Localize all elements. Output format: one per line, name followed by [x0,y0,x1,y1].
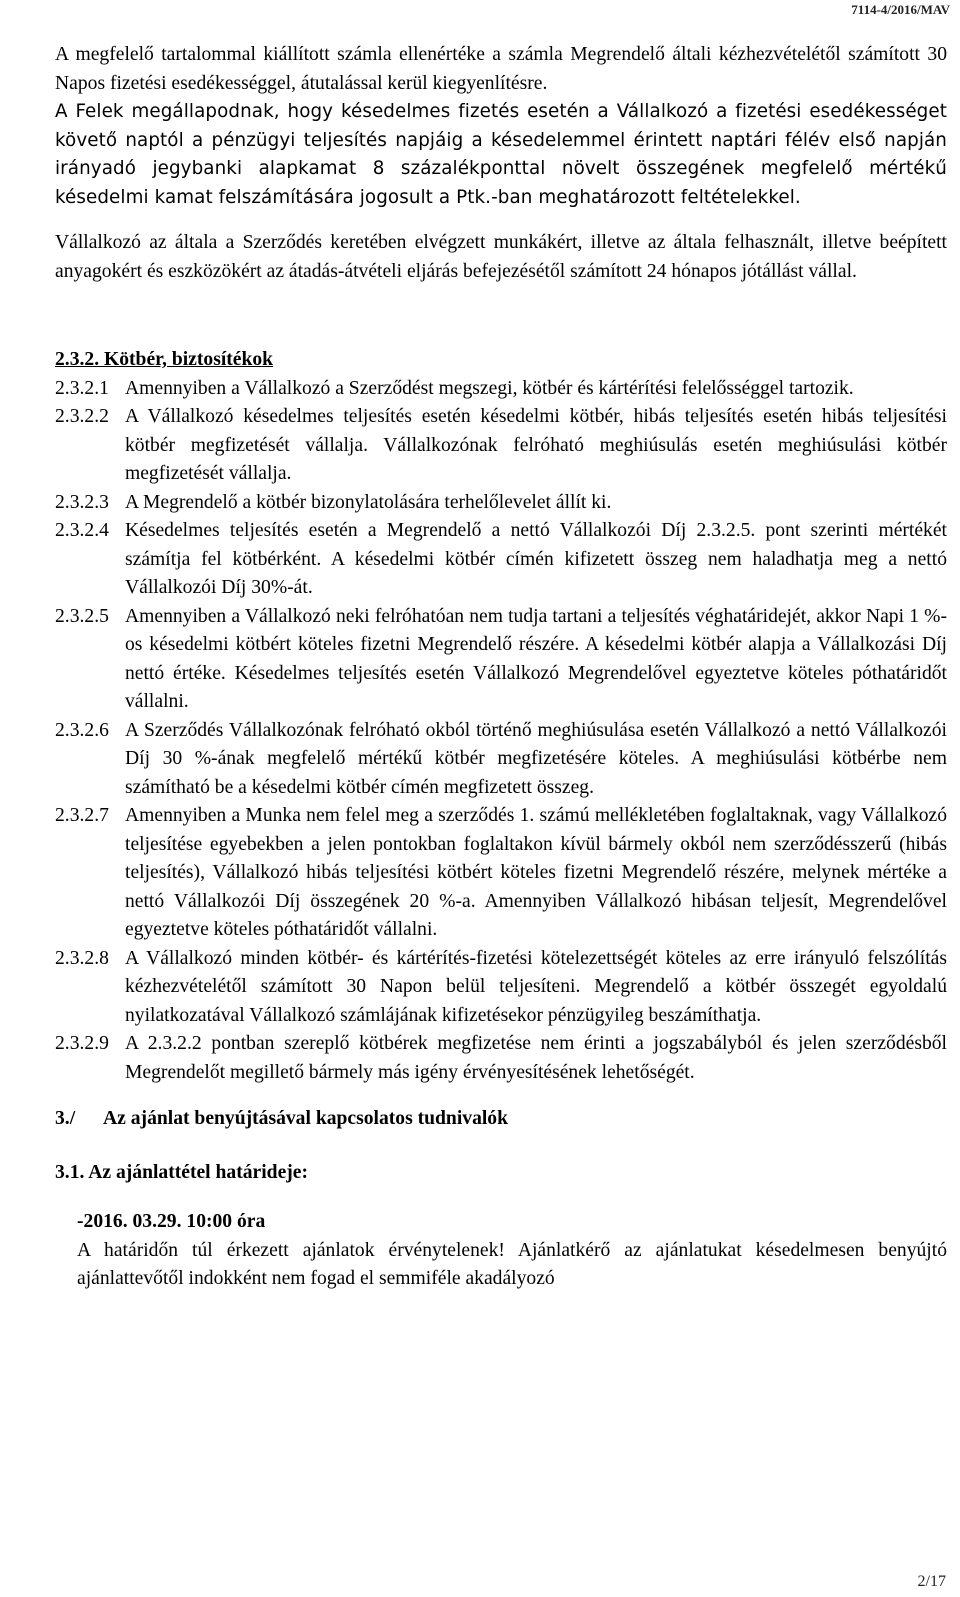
penalty-item-text: Késedelmes teljesítés esetén a Megrendelő a nettó Vállalkozói Díj 2.3.2.5. pont szerinti mértékét számítja fel kötbérként. A késedelmi kötbér címén kifizetett összeg nem haladhatja meg a nettó Vállalkozói Díj 30%-át. [125,520,947,598]
penalty-item-text: A Vállalkozó minden kötbér- és kártérítés-fizetési kötelezettségét köteles az erre irányuló felszólítás kézhezvételétől számított 30 Napon belül teljesíteni. Megrendelő a kötbér összegét egyoldalú nyilatkozatával Vállalkozó számlájának kifizetésekor pénzügyileg beszámíthatja. [125,947,947,1026]
paragraph-warranty: Vállalkozó az általa a Szerződés keretében elvégzett munkákért, illetve az általa felhasznált, illetve beépített anyagokért és eszközökért az átadás-átvételi eljárás befejezésétől számított 24 hónapos jótállást vállal. [55,232,947,282]
penalty-item-number: 2.3.2.6 [55,719,109,741]
penalty-item [55,375,947,404]
section-31-title: 3.1. Az ajánlattétel határideje: [55,1161,309,1183]
penalty-item [55,1030,947,1087]
document-body [55,41,947,1294]
penalty-item-number: 2.3.2.9 [55,1033,109,1054]
penalty-item-text: A Vállalkozó késedelmes teljesítés esetén késedelmi kötbér, hibás teljesítés esetén hibás teljesítési kötbér megfizetését vállalja. Vállalkozónak felróható meghiúsulás esetén meghiúsulási kötbér megfizetését vállalja. [125,406,947,484]
penalty-item [55,802,947,945]
deadline-block [55,1208,947,1294]
penalty-item-number: 2.3.2.8 [55,947,109,969]
penalty-item-text: A Megrendelő a kötbér bizonylatolására terhelőlevelet állít ki. [125,491,612,513]
penalty-item [55,403,947,489]
page-number: 2/17 [917,1573,946,1590]
penalty-item-text: Amennyiben a Munka nem felel meg a szerződés 1. számú mellékletében foglaltaknak, vagy Vállalkozó teljesítése egyebekben a jelen pontokban foglaltakon kívül bármely okból nem szerződésszerű (hibás teljesítés), Vállalkozó hibás teljesítési kötbért köteles fizetni Megrendelő részére, melynek mértéke a nettó Vállalkozói Díj összegének 20 %-a. Amennyiben Vállalkozó hibásan teljesít, Megrendelővel egyeztetve köteles póthatáridőt vállalni. [125,805,947,940]
penalty-items-list [55,375,947,1088]
penalty-item [55,603,947,717]
deadline-value: -2016. 03.29. 10:00 óra [77,1211,266,1232]
penalty-item [55,945,947,1031]
penalty-item-text: A Szerződés Vállalkozónak felróható okból történő meghiúsulása esetén Vállalkozó a nettó Vállalkozói Díj 30 %-ának megfelelő mértékű kötbér megfizetésére köteles. A meghiúsulási kötbérbe nem számítható be a késedelmi kötbér címén megfizetett összeg. [125,719,947,798]
penalty-item-number: 2.3.2.4 [55,520,109,541]
section-3-number: 3./ [55,1108,76,1129]
paragraph-late-payment: A Felek megállapodnak, hogy késedelmes fizetés esetén a Vállalkozó a fizetési esedékességet követő naptól a pénzügyi teljesítés napjáig a késedelemmel érintett naptári félév első napján irányadó jegybanki alapkamat 8 százalékponttal növelt összegének megfelelő mértékű késedelmi kamat felszámítására jogosult a Ptk.-ban meghatározott feltételekkel. [55,101,947,208]
penalty-item-text: Amennyiben a Vállalkozó a Szerződést megszegi, kötbér és kártérítési felelősséggel tartozik. [125,377,854,399]
penalty-item-text: Amennyiben a Vállalkozó neki felróhatóan nem tudja tartani a teljesítés véghatáridejét, akkor Napi 1 %-os késedelmi kötbért köteles fizetni Megrendelő részére. A késedelmi kötbér alapja a Vállalkozási Díj nettó értéke. Késedelmes teljesítés esetén Vállalkozó Megrendelővel egyeztetve köteles póthatáridőt vállalni. [125,605,947,712]
penalty-item-number: 2.3.2.7 [55,805,109,826]
penalty-item-number: 2.3.2.5 [55,605,109,627]
penalty-item-number: 2.3.2.2 [55,406,109,427]
document-id: 7114-4/2016/MAV [851,2,950,17]
penalty-item [55,717,947,803]
section-3-heading [55,1105,947,1134]
penalty-item-text: A 2.3.2.2 pontban szereplő kötbérek megfizetése nem érinti a jogszabályból és jelen szerződésből Megrendelőt megillető bármely más igény érvényesítésének lehetőségét. [125,1033,947,1083]
deadline-note: A határidőn túl érkezett ajánlatok érvénytelenek! Ajánlatkérő az ajánlatukat késedelmesen benyújtó ajánlattevőtől indokként nem fogad el semmiféle akadályozó [77,1239,947,1289]
section-3-title: Az ajánlat benyújtásával kapcsolatos tudnivalók [103,1108,509,1129]
penalty-item [55,517,947,603]
penalty-item-number: 2.3.2.1 [55,377,109,399]
section-title-penalties: 2.3.2. Kötbér, biztosítékok [55,349,274,370]
penalty-item-number: 2.3.2.3 [55,491,109,513]
penalty-item [55,489,947,518]
paragraph-invoice: A megfelelő tartalommal kiállított számla ellenértéke a számla Megrendelő általi kézhezvételétől számított 30 Napos fizetési esedékességgel, átutalással kerül kiegyenlítésre. [55,44,947,94]
